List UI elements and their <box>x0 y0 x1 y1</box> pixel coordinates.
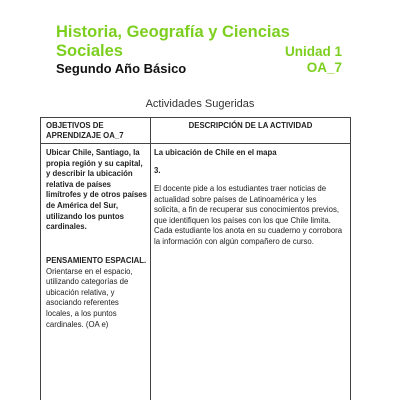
skill-label: PENSAMIENTO ESPACIAL. <box>46 256 147 265</box>
skill-text: Orientarse en el espacio, utilizando categorías de ubicación relativa, y asociando referentes locales, a los puntos cardinales. (OA e) <box>46 266 133 329</box>
learning-objective-text: Ubicar Chile, Santiago, la propia región y su capital, y describir la ubicación relativa de países limítrofes y de otros países de América del Sur, utilizando los puntos cardinales. <box>46 148 147 232</box>
grade-label: Segundo Año Básico <box>56 61 187 76</box>
activity-title: La ubicación de Chile en el mapa <box>154 148 277 157</box>
skill-block <box>46 256 147 330</box>
description-column-header: DESCRIPCIÓN DE LA ACTIVIDAD <box>188 121 313 130</box>
activities-table <box>40 117 351 400</box>
column-divider <box>150 118 151 400</box>
activity-number: 3. <box>154 166 161 175</box>
activity-description: El docente pide a los estudiantes traer noticias de actualidad sobre países de Latinoamérica y les solicita, a fin de recuperar sus conocimientos previos, que identifiquen los países con los que Chile limita. Cada estudiante los anota en su cuaderno y corrobora la información con algún compañero de curso. <box>154 184 343 246</box>
section-title: Actividades Sugeridas <box>145 98 255 110</box>
unit-label: Unidad 1 <box>284 44 342 59</box>
objectives-column-header: OBJETIVOS DE APRENDIZAJE OA_7 <box>46 121 124 140</box>
header-divider <box>41 143 350 144</box>
objective-code: OA_7 <box>306 60 342 75</box>
document-title: Historia, Geografía y Ciencias Sociales <box>56 23 290 60</box>
